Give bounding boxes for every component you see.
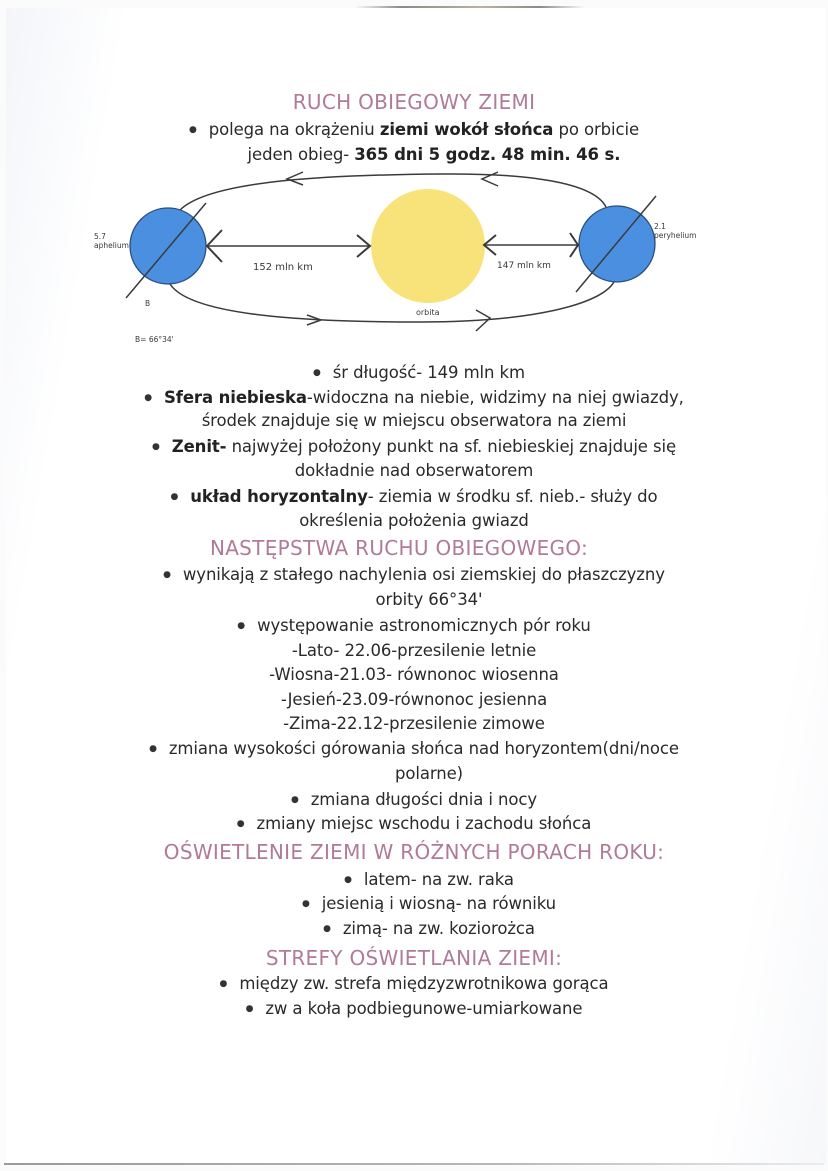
bold-text: Sfera niebieska bbox=[163, 388, 307, 407]
bullet-dot bbox=[237, 814, 257, 833]
text: najwyżej położony punkt na sf. niebieskiej znajduje się bbox=[226, 437, 677, 456]
text: między zw. strefa międzyzwrotnikowa gorąca bbox=[239, 974, 609, 993]
text: polega na okrążeniu bbox=[208, 120, 380, 139]
text: jesienią i wiosną- na równiku bbox=[321, 894, 557, 913]
bold-text: ziemi wokół słońca bbox=[379, 120, 554, 139]
bullet-dot bbox=[302, 894, 322, 913]
season-lato: -Lato- 22.06-przesilenie letnie bbox=[291, 641, 537, 660]
bullet-zmiana-wysokosci bbox=[0, 739, 828, 758]
heading-strefy: STREFY OŚWIETLANIA ZIEMI: bbox=[265, 946, 563, 970]
bold-text: Zenit- bbox=[171, 437, 227, 456]
peryhelium-value: 2.1 bbox=[654, 222, 666, 231]
season-jesien: -Jesień-23.09-równonoc jesienna bbox=[280, 690, 548, 709]
bullet-miedzy-zw bbox=[0, 974, 828, 993]
bullet-zmiana-dlugosci bbox=[0, 790, 828, 809]
text: latem- na zw. raka bbox=[363, 870, 514, 889]
distance-peryhelium: 147 mln km bbox=[497, 261, 551, 271]
peryhelium-label: peryhelium bbox=[654, 231, 697, 240]
bullet-dot bbox=[170, 487, 190, 506]
distance-aphelium: 152 mln km bbox=[253, 262, 313, 273]
text: zmiana długości dnia i nocy bbox=[310, 790, 538, 809]
bullet-wynikaja bbox=[0, 565, 828, 584]
bullet-zima bbox=[0, 919, 828, 938]
bullet-latem bbox=[0, 870, 828, 889]
bullet-uklad-horyzontalny bbox=[0, 487, 828, 506]
heading-oswietlenie: OŚWIETLENIE ZIEMI W RÓŻNYCH PORACH ROKU: bbox=[163, 840, 665, 864]
text: śr długość- 149 mln km bbox=[332, 363, 525, 382]
bullet-dot bbox=[291, 790, 311, 809]
bottom-edge-line bbox=[4, 1163, 824, 1165]
earth-aphelium bbox=[130, 208, 206, 284]
line-orbity: orbity 66°34' bbox=[375, 590, 483, 609]
bullet-sr-dlugosc bbox=[0, 363, 828, 382]
bullet-dot bbox=[152, 437, 172, 456]
bullet-jesienia bbox=[0, 894, 828, 913]
bullet-dot bbox=[149, 739, 169, 758]
line-dokladnie: dokładnie nad obserwatorem bbox=[294, 461, 534, 480]
bullet-dot bbox=[313, 363, 333, 382]
text: zimą- na zw. koziorożca bbox=[342, 919, 535, 938]
text: zmiany miejsc wschodu i zachodu słońca bbox=[256, 814, 592, 833]
bullet-dot bbox=[220, 974, 240, 993]
heading-ruch-obiegowy: RUCH OBIEGOWY ZIEMI bbox=[292, 90, 536, 114]
bullet-zenit bbox=[0, 437, 828, 456]
bullet-zmiany-miejsc bbox=[0, 814, 828, 833]
bold-text: układ horyzontalny bbox=[190, 487, 368, 506]
sun-circle bbox=[371, 189, 485, 303]
heading-nastepstwa: NASTĘPSTWA RUCHU OBIEGOWEGO: bbox=[209, 536, 589, 560]
angle-value: B= 66°34' bbox=[135, 335, 174, 344]
bullet-dot bbox=[163, 565, 183, 584]
bullet-dot bbox=[144, 388, 164, 407]
season-zima: -Zima-22.12-przesilenie zimowe bbox=[283, 714, 545, 733]
text: po orbicie bbox=[553, 120, 640, 139]
aphelium-label: aphelium bbox=[94, 241, 129, 250]
text: jeden obieg- bbox=[247, 145, 355, 164]
text: zmiana wysokości górowania słońca nad horyzontem(dni/noce bbox=[168, 739, 679, 758]
bullet-okrazenie bbox=[0, 120, 828, 139]
top-edge-line bbox=[355, 6, 585, 8]
bullet-dot bbox=[189, 120, 209, 139]
orbit-diagram bbox=[0, 160, 828, 360]
season-wiosna: -Wiosna-21.03- równonoc wiosenna bbox=[269, 665, 559, 684]
aphelium-value: 5.7 bbox=[94, 232, 106, 241]
bullet-dot bbox=[323, 919, 343, 938]
bullet-sfera-niebieska bbox=[0, 388, 828, 407]
text: - ziemia w środku sf. nieb.- służy do bbox=[367, 487, 658, 506]
text: wynikają z stałego nachylenia osi ziemskiej do płaszczyzny bbox=[182, 565, 665, 584]
bullet-zw-a-kola bbox=[0, 999, 828, 1018]
text: występowanie astronomicznych pór roku bbox=[257, 616, 591, 635]
bullet-dot bbox=[344, 870, 364, 889]
line-polarne: polarne) bbox=[394, 764, 463, 783]
bullet-dot bbox=[246, 999, 266, 1018]
angle-marker: B bbox=[145, 299, 151, 308]
bullet-wystepowanie bbox=[0, 616, 828, 635]
orbit-label: orbita bbox=[416, 308, 440, 317]
text: zw a koła podbiegunowe-umiarkowane bbox=[265, 999, 583, 1018]
bold-text: 365 dni 5 godz. 48 min. 46 s. bbox=[354, 145, 621, 164]
bullet-dot bbox=[237, 616, 257, 635]
text: -widoczna na niebie, widzimy na niej gwiazdy, bbox=[306, 388, 684, 407]
line-okreslenia: określenia położenia gwiazd bbox=[299, 511, 529, 530]
earth-peryhelium bbox=[579, 206, 655, 282]
line-srodek: środek znajduje się w miejscu obserwatora na ziemi bbox=[201, 411, 627, 430]
